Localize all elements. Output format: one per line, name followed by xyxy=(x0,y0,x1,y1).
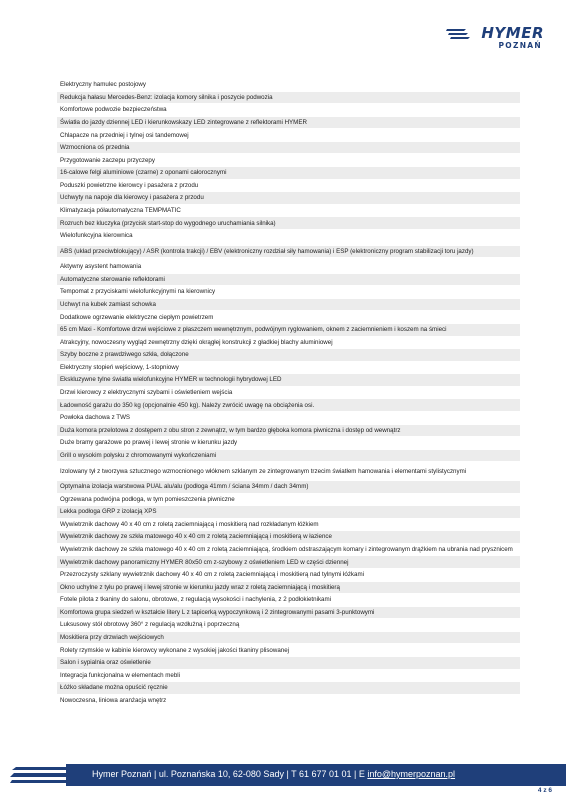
feature-item: Lekka podłoga GRP z izolacją XPS xyxy=(57,506,520,519)
feature-item: 65 cm Maxi - Komfortowe drzwi wejściowe z płaszczem wewnętrznym, podwójnym ryglowaniem, oknem z zaciemnieniem i koszem na śmieci xyxy=(57,324,520,337)
feature-item: Szyby boczne z prawdziwego szkła, dołączone xyxy=(57,349,520,362)
feature-item: Uchwyty na napoje dla kierowcy i pasażera z przodu xyxy=(57,192,520,205)
feature-item: Salon i sypialnia oraz oświetlenie xyxy=(57,657,520,670)
feature-item: Klimatyzacja półautomatyczna TEMPMATIC xyxy=(57,205,520,218)
footer xyxy=(0,764,566,786)
hymer-logo xyxy=(446,24,544,56)
footer-swoosh-icon xyxy=(10,764,70,786)
feature-item: Okno uchylne z tyłu po prawej i lewej stronie w kierunku jazdy wraz z roletą zaciemniającą i moskitierą xyxy=(57,582,520,595)
feature-item: Luksusowy stół obrotowy 360° z regulacją wzdłużną i poprzeczną xyxy=(57,619,520,632)
feature-item: 16-calowe felgi aluminiowe (czarne) z oponami całorocznymi xyxy=(57,167,520,180)
feature-item: Wywietrznik dachowy ze szkła matowego 40 x 40 cm z roletą zaciemniającą i moskitierą w łazience xyxy=(57,531,520,544)
feature-item: Ładowność garażu do 350 kg (opcjonalnie 450 kg). Należy zwrócić uwagę na obciążenia osi. xyxy=(57,399,520,412)
feature-item: Grill o wysokim połysku z chromowanymi wykończeniami xyxy=(57,450,520,463)
feature-item: Uchwyt na kubek zamiast schowka xyxy=(57,299,520,312)
feature-item: Przygotowanie zaczepu przyczepy xyxy=(57,154,520,167)
feature-item: Ogrzewana podwójna podłoga, w tym pomieszczenia piwniczne xyxy=(57,494,520,507)
feature-item: Fotele pilota z tkaniny do salonu, obrotowe, z regulacją wysokości i nachylenia, z 2 podłokietnikami xyxy=(57,594,520,607)
feature-item: Integracja funkcjonalna w elementach mebli xyxy=(57,670,520,683)
feature-item: Elektryczny hamulec postojowy xyxy=(57,79,520,92)
feature-item: Dodatkowe ogrzewanie elektryczne ciepłym powietrzem xyxy=(57,311,520,324)
feature-item: Rozruch bez kluczyka (przycisk start-stop do wygodnego uruchamiania silnika) xyxy=(57,217,520,230)
feature-list xyxy=(57,79,520,707)
feature-item: Ekskluzywne tylne światła wielofunkcyjne HYMER w technologii hybrydowej LED xyxy=(57,374,520,387)
feature-item: Łóżko składane można opuścić ręcznie xyxy=(57,682,520,695)
logo-location: POZNAŃ xyxy=(498,41,542,50)
feature-item: Atrakcyjny, nowoczesny wygląd zewnętrzny dzięki okrągłej konstrukcji z gładkiej blachy aluminiowej xyxy=(57,337,520,350)
logo-swoosh-icon xyxy=(446,27,470,39)
feature-item: Duża komora przelotowa z dostępem z obu stron z zewnątrz, w tym bardzo głęboka komora piwniczna i dostęp od wewnątrz xyxy=(57,425,520,438)
feature-item: Poduszki powietrzne kierowcy i pasażera z przodu xyxy=(57,180,520,193)
page-number: 4 z 6 xyxy=(537,787,552,794)
feature-item: Wywietrznik dachowy 40 x 40 cm z roletą zaciemniającą i moskitierą nad rozkładanym łóżkiem xyxy=(57,519,520,532)
feature-item: Aktywny asystent hamowania xyxy=(57,261,520,274)
feature-item: Drzwi kierowcy z elektrycznymi szybami i oświetleniem wejścia xyxy=(57,387,520,400)
feature-item: Moskitiera przy drzwiach wejściowych xyxy=(57,632,520,645)
feature-item: Wywietrznik dachowy ze szkła matowego 40 x 40 cm z roletą zaciemniającą, środkiem odstraszającym komary i zintegrowanym drążkiem na ubrania nad prysznicem xyxy=(57,544,520,557)
feature-item: Izolowany tył z tworzywa sztucznego wzmocnionego włóknem szklanym ze zintegrowanym trzecim światłem hamowania i elementami stylistycznymi xyxy=(57,465,520,478)
feature-item: ABS (układ przeciwblokujący) / ASR (kontrola trakcji) / EBV (elektroniczny rozdział siły hamowania) i ESP (elektroniczny program stabilizacji toru jazdy) xyxy=(57,246,520,259)
footer-address: Hymer Poznań | ul. Poznańska 10, 62-080 Sady | T 61 677 01 01 | E xyxy=(92,769,368,779)
footer-email-link[interactable]: info@hymerpoznan.pl xyxy=(367,769,456,779)
footer-contact xyxy=(92,769,455,779)
feature-item: Redukcja hałasu Mercedes-Benz: izolacja komory silnika i poszycie podwozia xyxy=(57,92,520,105)
feature-item: Automatyczne sterowanie reflektorami xyxy=(57,274,520,287)
feature-item: Komfortowe podwozie bezpieczeństwa xyxy=(57,104,520,117)
feature-item: Nowoczesna, liniowa aranżacja wnętrz xyxy=(57,695,520,708)
logo-brand: HYMER xyxy=(481,24,544,42)
feature-item: Duże bramy garażowe po prawej i lewej stronie w kierunku jazdy xyxy=(57,437,520,450)
feature-item: Powłoka dachowa z TWS xyxy=(57,412,520,425)
feature-item: Tempomat z przyciskami wielofunkcyjnymi na kierownicy xyxy=(57,286,520,299)
feature-item: Elektryczny stopień wejściowy, 1-stopniowy xyxy=(57,362,520,375)
feature-item: Światła do jazdy dziennej LED i kierunkowskazy LED zintegrowane z reflektorami HYMER xyxy=(57,117,520,130)
feature-item: Komfortowa grupa siedzeń w kształcie litery L z tapicerką wypoczynkową i 2 zintegrowanymi pasami 3-punktowymi xyxy=(57,607,520,620)
feature-item: Przezroczysty szklany wywietrznik dachowy 40 x 40 cm z roletą zaciemniającą i moskitierą nad tylnymi łóżkami xyxy=(57,569,520,582)
feature-item: Chlapacze na przedniej i tylnej osi tandemowej xyxy=(57,129,520,142)
feature-item: Wielofunkcyjna kierownica xyxy=(57,230,520,243)
feature-item: Wzmocniona oś przednia xyxy=(57,142,520,155)
feature-item: Wywietrznik dachowy panoramiczny HYMER 80x50 cm z-szybowy z oświetleniem LED w części dziennej xyxy=(57,556,520,569)
feature-item: Rolety rzymskie w kabinie kierowcy wykonane z wysokiej jakości tkaniny plisowanej xyxy=(57,644,520,657)
feature-item: Optymalna izolacja warstwowa PUAL alu/alu (podłoga 41mm / ściana 34mm / dach 34mm) xyxy=(57,481,520,494)
